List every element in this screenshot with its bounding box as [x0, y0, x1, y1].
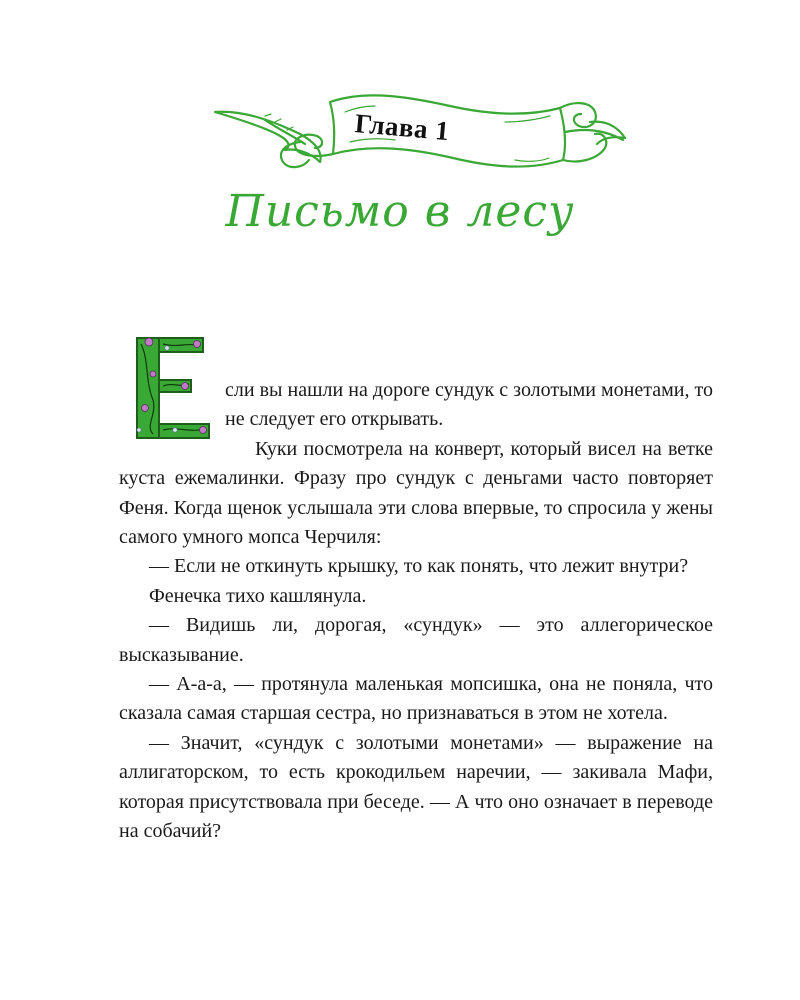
paragraph-6: — А-а-а, — протянула маленькая мопсишка, она не поняла, что сказала самая старшая сестра, но признаваться в этом не хотела. [119, 673, 713, 725]
chapter-title: Письмо в лесу [225, 186, 575, 237]
paragraph-4: Фенечка тихо кашлянула. [149, 584, 367, 607]
paragraph-2: Куки посмотрела на конверт, который висел на ветке куста ежемалинки. Фразу про сундук с деньгами часто повторяет Феня. Когда щенок услышала эти слова впервые, то спросила у жены самого умного мопса Черчиля: [119, 437, 713, 549]
paragraph-1 [119, 376, 713, 435]
paragraph-1-text: сли вы нашли на дороге сундук с золотыми монетами, то не следует его открывать. [225, 379, 713, 431]
chapter-label: Глава 1 [353, 108, 451, 147]
paragraph-5: — Видишь ли, дорогая, «сундук» — это аллегорическое высказывание. [119, 614, 713, 666]
paragraph-3: — Если не откинуть крышку, то как понять, что лежит внутри? [149, 555, 689, 578]
dropcap-letter [119, 330, 215, 446]
body-text [119, 376, 713, 847]
paragraph-7: — Значит, «сундук с золотыми монетами» — выражение на аллигаторском, то есть крокодильем наречии, — закивала Мафи, которая присутствовала при беседе. — А что оно означает в переводе на собачий? [119, 731, 713, 843]
dropcap-vine-icon [119, 330, 215, 446]
